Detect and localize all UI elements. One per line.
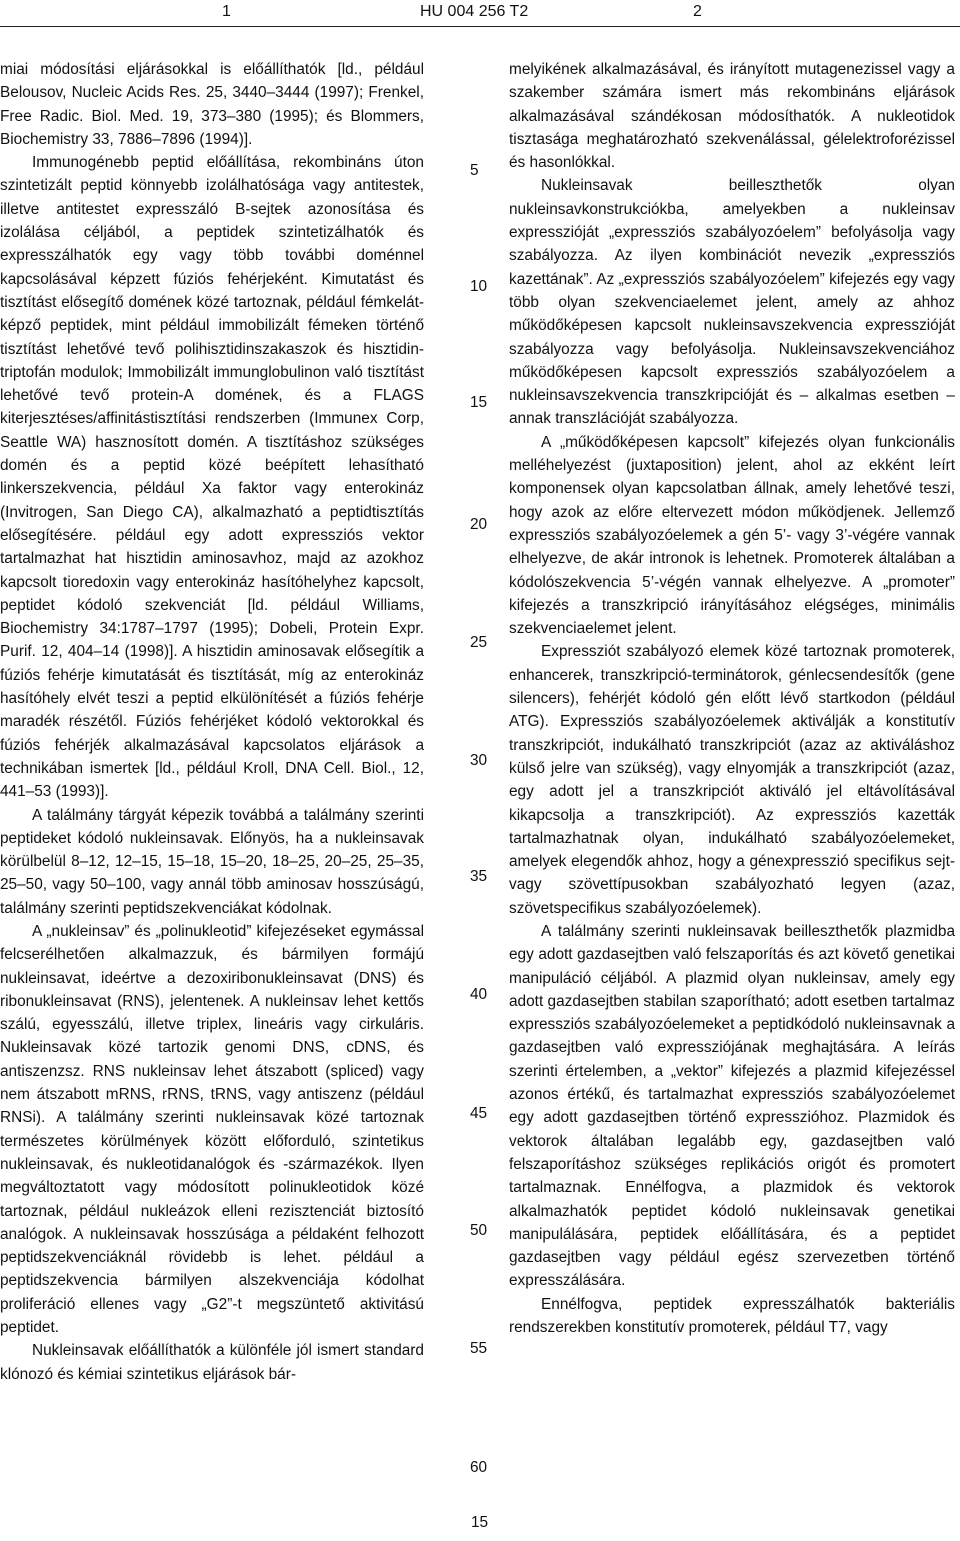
right-paragraph-6: Ennélfogva, peptidek expresszálhatók bakteriális rendszerekben konstitutív promoterek, például T7, vagy bbox=[509, 1295, 955, 1337]
line-number: 50 bbox=[470, 1222, 488, 1239]
right-paragraph-4: Expressziót szabályozó elemek közé tartoznak promoterek, enhancerek, transzkripció-terminátorok, génlecsendesítők (gene silencers), fehérjét kódoló gén előtt lévő startkodon (például ATG). Expressziós szabályozóelemek aktiválják a konstitutív transzkripciót, indukálható transzkripciót (azaz az aktiváláshoz külső jelre van szükség), vagy elnyomják a transzkripciót (azaz, egy adott jel a transzkripciót aktiváló jel eltávolításával kikapcsolja a transzkripciót). Az expressziós kazetták tartalmazhatnak olyan, indukálható szabályozóelemeket, amelyek elegendők ahhoz, hogy a génexpresszió specifikus sejt- vagy szövettípusokban szabályozható legyen (azaz, szövetspecifikus szabályozóelemek). bbox=[509, 643, 955, 917]
right-paragraph-1: melyikének alkalmazásával, és irányított mutagenezissel vagy a szakember számára ismert más rekombináns eljárások alkalmazásával szándékosan módosíthatók. A nukleotidok tisztasága meghatározható szekvenálással, gélelektroforézissel és hasonlókkal. bbox=[509, 61, 955, 172]
line-number: 35 bbox=[470, 868, 488, 885]
left-column bbox=[0, 58, 424, 1386]
header-document-number: HU 004 256 T2 bbox=[420, 3, 529, 20]
line-number: 10 bbox=[470, 278, 488, 295]
line-number: 5 bbox=[470, 162, 479, 179]
left-paragraph-3: A találmány tárgyát képezik továbbá a találmány szerinti peptideket kódoló nukleinsavak. Előnyös, ha a nukleinsavak körülbelül 8–12, 12–15, 15–18, 15–20, 18–25, 20–25, 25–35, 25–50, vagy 50–100, vagy annál több aminosav hosszúságú, találmány szerinti peptidszekvenciákat kódolnak. bbox=[0, 806, 424, 917]
line-number: 15 bbox=[470, 394, 488, 411]
left-paragraph-2: Immunogénebb peptid előállítása, rekombináns úton szintetizált peptid könnyebb izolálhatósága vagy antitestek, illetve antitestet expresszáló B-sejtek azonosítása és izolálása céljából, a peptidek szintetizálhatók és expresszálhatók egy vagy több további doménnel kapcsolásával képzett fúziós fehérjeként. Kimutatást és tisztítást elősegítő domének közé tartoznak, például fémkelát-képző peptidek, mint például immobilizált fémeken történő tisztítást lehetővé tevő polihisztidinszakaszok és hisztidin-triptofán modulok; Immobilizált immunglobulinon való tisztítást lehetővé tevő protein-A domének, és a FLAGS kiterjesztéses/affinitástisztítási rendszerben (Immunex Corp, Seattle WA) hasznosított domén. A tisztításhoz szükséges domén és a peptid közé beépített lehasítható linkerszekvencia, például Xa faktor vagy enterokináz (Invitrogen, San Diego CA), alkalmazható a peptidtisztítás elősegítésére. például egy adott expressziós vektor tartalmazhat hat hisztidin aminosavhoz, majd az azokhoz kapcsolt tioredoxin vagy enterokináz hasítóhelyhez kapcsolt, peptidet kódoló szekvenciát [ld. például Williams, Biochemistry 34:1787–1797 (1995); Dobeli, Protein Expr. Purif. 12, 404–14 (1998)]. A hisztidin aminosavak elősegítik a fúziós fehérje kimutatását és tisztítását, míg az enterokináz hasítóhely elvét teszi a peptid elkülönítését a fúziós fehérje maradék részétől. Fúziós fehérjéket kódoló vektorokkal és fúziós fehérjék alkalmazásával kapcsolatos eljárások a technikában ismertek [ld., például Kroll, DNA Cell. Biol., 12, 441–53 (1993)]. bbox=[0, 154, 424, 801]
line-number: 55 bbox=[470, 1340, 488, 1357]
header-rule bbox=[0, 26, 960, 27]
line-number: 30 bbox=[470, 752, 488, 769]
left-paragraph-4: A „nukleinsav” és „polinukleotid” kifejezéseket egymással felcserélhetően alkalmazzuk, és bármilyen formájú nukleinsavat, ideértve a dezoxiribonukleinsavat (DNS) és ribonukleinsavat (RNS), jelentenek. A nukleinsav lehet kettős szálú, egyesszálú, illetve triplex, lineáris vagy cirkuláris. Nukleinsavak közé tartozik genomi DNS, cDNS, és antiszenzsz. RNS nukleinsav lehet átszabott (spliced) vagy nem átszabott mRNS, rRNS, tRNS, vagy antiszenz (például RNSi). A találmány szerinti nukleinsavak közé tartoznak természetes körülmények között előforduló, szintetikus nukleinsavak, és nukleotidanalógok és -származékok. Ilyen megváltoztatott vagy módosított polinukleotidok közé tartoznak, például nukleázok elleni rezisztenciát biztosító analógok. A nukleinsavak hosszúsága a példaként felhozott peptidszekvenciáknál rövidebb is lehet. például a peptidszekvencia bármilyen alszekvenciája kódolhat proliferáció ellenes vagy „G2”-t megszüntető aktivitású peptidet. bbox=[0, 922, 424, 1337]
line-number: 40 bbox=[470, 986, 488, 1003]
right-paragraph-3: A „működőképesen kapcsolt” kifejezés olyan funkcionális melléhelyezést (juxtaposition) jelent, ahol az ekként leírt komponensek olyan kapcsolatban állnak, amely lehetővé teszi, hogy azok az előre eltervezett módon működjenek. Jellemző expressziós szabályozóelemek a gén 5’- vagy 3’-végére vannak elhelyezve, de akár intronok is lehetnek. Promoterek általában a kódolószekvencia 5’-végén vannak elhelyezve. A „promoter” kifejezés a transzkripció irányításához elégséges, minimális szekvenciaelemet jelent. bbox=[509, 433, 955, 638]
left-paragraph-1: miai módosítási eljárásokkal is előállíthatók [ld., például Belousov, Nucleic Acids Res. 25, 3440–3444 (1997); Frenkel, Free Radic. Biol. Med. 19, 373–380 (1995); és Blommers, Biochemistry 33, 7886–7896 (1994)]. bbox=[0, 61, 424, 148]
header-page-left: 1 bbox=[222, 3, 231, 20]
line-number: 20 bbox=[470, 516, 488, 533]
page-header bbox=[0, 0, 960, 24]
line-number: 60 bbox=[470, 1459, 488, 1476]
right-paragraph-5: A találmány szerinti nukleinsavak beilleszthetők plazmidba egy adott gazdasejtben való felszaporítás és azt követő genetikai manipuláció céljából. A plazmid olyan nukleinsav, amely egy adott gazdasejtben stabilan szaporítható; adott esetben tartalmaz expressziós szabályozóelemeket a peptidkódoló nukleinsavnak a gazdasejtben való expressziójának meghajtására. A leírás szerinti értelemben, a „vektor” kifejezés a plazmid kifejezéssel azonos értékű, és tartalmazhat expressziós szabályozóelemet egy adott gazdasejtben történő expresszióhoz. Plazmidok és vektorok általában legalább egy, gazdasejtben való felszaporításhoz szükséges replikációs origót és promotert tartalmaznak. Ennélfogva, a plazmidok és vektorok alkalmazhatók peptidet kódoló nukleinsavak genetikai manipulálására, peptidek előállítására, és a peptidet gazdasejtben vagy például egész szervezetben történő expresszálására. bbox=[509, 922, 955, 1290]
right-paragraph-2: Nukleinsavak beilleszthetők olyan nukleinsavkonstrukciókba, amelyekben a nukleinsav expresszióját „expressziós szabályozóelem” befolyásolja vagy szabályozza. Az ilyen kombinációt nevezik „expressziós kazettának”. Az „expressziós szabályozóelem” kifejezés egy vagy több olyan szekvenciaelemet jelent, amely az ahhoz működőképesen kapcsolt nukleinsavszekvencia expresszióját szabályozza vagy befolyásolja. Nukleinsavszekvenciához működőképesen kapcsolt expressziós szabályozóelem a nukleinsavszekvencia transzkripcióját és – alkalmas esetben – annak transzlációját szabályozza. bbox=[509, 177, 955, 428]
footer-page-number: 15 bbox=[471, 1514, 489, 1531]
header-page-right: 2 bbox=[693, 3, 702, 20]
left-paragraph-5: Nukleinsavak előállíthatók a különféle jól ismert standard klónozó és kémiai szintetikus eljárások bár- bbox=[0, 1342, 424, 1383]
right-column bbox=[509, 58, 955, 1339]
line-number: 45 bbox=[470, 1105, 488, 1122]
line-number: 25 bbox=[470, 634, 488, 651]
